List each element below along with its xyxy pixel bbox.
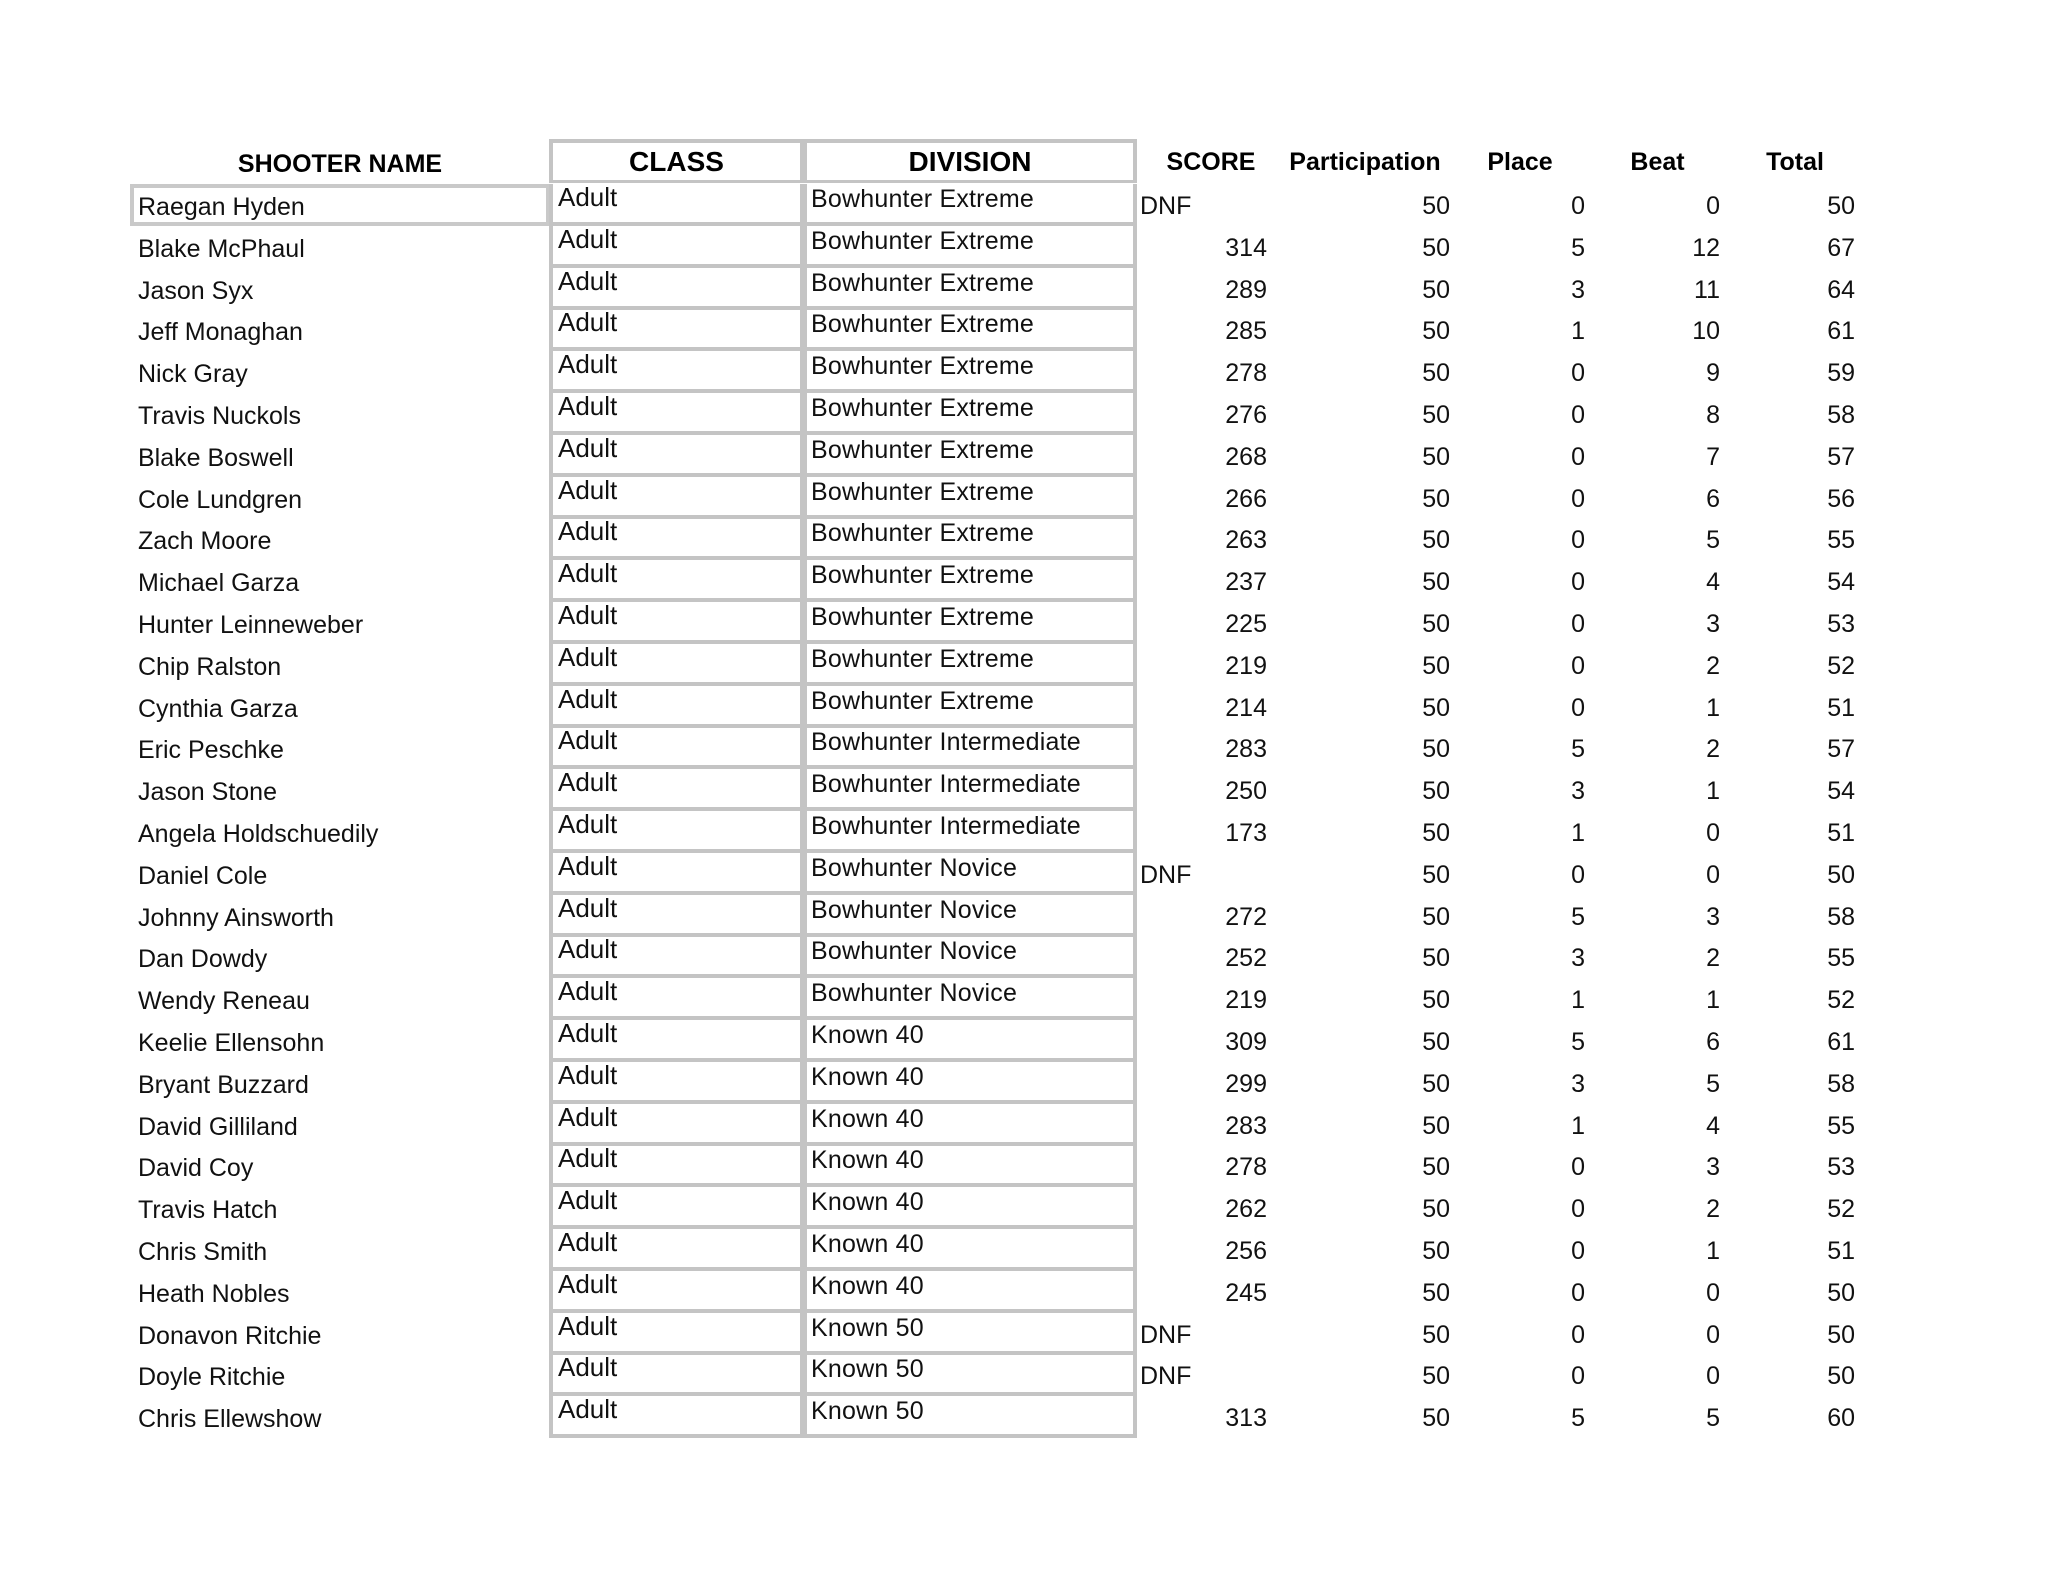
total-cell: 52	[1827, 1195, 1855, 1223]
place-cell: 0	[1571, 401, 1585, 429]
participation-cell: 50	[1422, 1195, 1450, 1223]
place-cell: 0	[1571, 652, 1585, 680]
class-cell: Adult	[549, 477, 804, 519]
total-cell: 51	[1827, 1237, 1855, 1265]
header-division: DIVISION	[803, 139, 1137, 183]
class-cell: Adult	[549, 811, 804, 853]
participation-cell: 50	[1422, 986, 1450, 1014]
class-cell: Adult	[549, 978, 804, 1020]
beat-cell: 9	[1706, 359, 1720, 387]
score-cell: 252	[1225, 944, 1267, 972]
beat-cell: 7	[1706, 443, 1720, 471]
place-cell: 3	[1571, 944, 1585, 972]
table-row	[0, 560, 2048, 602]
division-cell: Bowhunter Novice	[803, 853, 1137, 895]
class-cell: Adult	[549, 393, 804, 435]
place-cell: 0	[1571, 1195, 1585, 1223]
division-cell: Bowhunter Intermediate	[803, 811, 1137, 853]
score-cell: DNF	[1140, 1362, 1192, 1390]
division-cell: Bowhunter Extreme	[803, 268, 1137, 310]
total-cell: 58	[1827, 1070, 1855, 1098]
beat-cell: 2	[1706, 652, 1720, 680]
total-cell: 50	[1827, 192, 1855, 220]
place-cell: 5	[1571, 1028, 1585, 1056]
participation-cell: 50	[1422, 485, 1450, 513]
shooter-name-cell: Jason Stone	[138, 778, 277, 806]
beat-cell: 12	[1692, 234, 1720, 262]
participation-cell: 50	[1422, 1237, 1450, 1265]
table-row	[0, 769, 2048, 811]
class-cell: Adult	[549, 435, 804, 477]
place-cell: 5	[1571, 735, 1585, 763]
beat-cell: 5	[1706, 1404, 1720, 1432]
table-row	[0, 1104, 2048, 1146]
beat-cell: 0	[1706, 861, 1720, 889]
table-row	[0, 351, 2048, 393]
division-cell: Known 40	[803, 1104, 1137, 1146]
score-cell: 262	[1225, 1195, 1267, 1223]
beat-cell: 0	[1706, 192, 1720, 220]
class-cell: Adult	[549, 1062, 804, 1104]
score-cell: 266	[1225, 485, 1267, 513]
division-cell: Bowhunter Extreme	[803, 351, 1137, 393]
place-cell: 0	[1571, 359, 1585, 387]
shooter-name-cell: Michael Garza	[138, 569, 300, 597]
division-cell: Bowhunter Extreme	[803, 560, 1137, 602]
beat-cell: 5	[1706, 526, 1720, 554]
beat-cell: 6	[1706, 1028, 1720, 1056]
beat-cell: 5	[1706, 1070, 1720, 1098]
total-cell: 58	[1827, 903, 1855, 931]
class-cell: Adult	[549, 686, 804, 728]
table-row	[0, 1271, 2048, 1313]
shooter-name-cell: Chip Ralston	[138, 653, 282, 681]
participation-cell: 50	[1422, 735, 1450, 763]
shooter-name-cell: Bryant Buzzard	[138, 1071, 309, 1099]
total-cell: 52	[1827, 652, 1855, 680]
participation-cell: 50	[1422, 1362, 1450, 1390]
class-cell: Adult	[549, 184, 804, 226]
header-score: SCORE	[1166, 147, 1256, 176]
total-cell: 59	[1827, 359, 1855, 387]
table-row	[0, 644, 2048, 686]
participation-cell: 50	[1422, 819, 1450, 847]
shooter-name-cell: Johnny Ainsworth	[138, 904, 334, 932]
place-cell: 0	[1571, 610, 1585, 638]
score-cell: 225	[1225, 610, 1267, 638]
class-cell: Adult	[549, 895, 804, 937]
place-cell: 5	[1571, 1404, 1585, 1432]
total-cell: 50	[1827, 1279, 1855, 1307]
class-cell: Adult	[549, 644, 804, 686]
table-row	[0, 393, 2048, 435]
shooter-name-cell: Dan Dowdy	[138, 945, 268, 973]
table-row	[0, 853, 2048, 895]
division-cell: Known 50	[803, 1396, 1137, 1438]
score-cell: 309	[1225, 1028, 1267, 1056]
score-cell: 283	[1225, 1112, 1267, 1140]
header-class: CLASS	[549, 139, 804, 183]
participation-cell: 50	[1422, 777, 1450, 805]
table-row	[0, 477, 2048, 519]
table-row	[0, 1145, 2048, 1187]
division-cell: Bowhunter Extreme	[803, 602, 1137, 644]
class-cell: Adult	[549, 1145, 804, 1187]
score-cell: 285	[1225, 317, 1267, 345]
table-row	[0, 518, 2048, 560]
place-cell: 0	[1571, 1321, 1585, 1349]
participation-cell: 50	[1422, 694, 1450, 722]
table-row	[0, 602, 2048, 644]
participation-cell: 50	[1422, 276, 1450, 304]
division-cell: Bowhunter Intermediate	[803, 727, 1137, 769]
division-cell: Known 50	[803, 1354, 1137, 1396]
place-cell: 0	[1571, 485, 1585, 513]
participation-cell: 50	[1422, 652, 1450, 680]
place-cell: 1	[1571, 1112, 1585, 1140]
beat-cell: 8	[1706, 401, 1720, 429]
beat-cell: 0	[1706, 1362, 1720, 1390]
shooter-name-cell: Eric Peschke	[138, 736, 284, 764]
header-total: Total	[1766, 147, 1824, 176]
place-cell: 1	[1571, 317, 1585, 345]
total-cell: 52	[1827, 986, 1855, 1014]
division-cell: Known 40	[803, 1187, 1137, 1229]
division-cell: Known 50	[803, 1313, 1137, 1355]
place-cell: 0	[1571, 694, 1585, 722]
total-cell: 61	[1827, 317, 1855, 345]
total-cell: 56	[1827, 485, 1855, 513]
shooter-name-cell: Chris Smith	[138, 1238, 268, 1266]
participation-cell: 50	[1422, 317, 1450, 345]
total-cell: 50	[1827, 861, 1855, 889]
class-cell: Adult	[549, 727, 804, 769]
division-cell: Bowhunter Extreme	[803, 435, 1137, 477]
participation-cell: 50	[1422, 1070, 1450, 1098]
place-cell: 0	[1571, 443, 1585, 471]
class-cell: Adult	[549, 351, 804, 393]
place-cell: 0	[1571, 1153, 1585, 1181]
participation-cell: 50	[1422, 568, 1450, 596]
class-cell: Adult	[549, 853, 804, 895]
beat-cell: 1	[1706, 986, 1720, 1014]
beat-cell: 0	[1706, 1321, 1720, 1349]
table-row	[0, 727, 2048, 769]
beat-cell: 11	[1694, 276, 1720, 304]
participation-cell: 50	[1422, 192, 1450, 220]
place-cell: 0	[1571, 1237, 1585, 1265]
shooter-name-cell: Hunter Leinneweber	[138, 611, 364, 639]
division-cell: Known 40	[803, 1145, 1137, 1187]
division-cell: Known 40	[803, 1062, 1137, 1104]
beat-cell: 6	[1706, 485, 1720, 513]
beat-cell: 2	[1706, 944, 1720, 972]
participation-cell: 50	[1422, 1279, 1450, 1307]
beat-cell: 3	[1706, 903, 1720, 931]
class-cell: Adult	[549, 1187, 804, 1229]
place-cell: 3	[1571, 276, 1585, 304]
class-cell: Adult	[549, 226, 804, 268]
shooter-name-cell: Angela Holdschuedily	[138, 820, 379, 848]
total-cell: 64	[1827, 276, 1855, 304]
shooter-name-cell: Keelie Ellensohn	[138, 1029, 325, 1057]
place-cell: 0	[1571, 568, 1585, 596]
class-cell: Adult	[549, 309, 804, 351]
shooter-name-cell: David Gilliland	[138, 1113, 298, 1141]
beat-cell: 3	[1706, 1153, 1720, 1181]
division-cell: Bowhunter Extreme	[803, 518, 1137, 560]
division-cell: Bowhunter Extreme	[803, 393, 1137, 435]
shooter-name-cell: Daniel Cole	[138, 862, 268, 890]
score-cell: 283	[1225, 735, 1267, 763]
participation-cell: 50	[1422, 610, 1450, 638]
table-row	[0, 811, 2048, 853]
table-row	[0, 268, 2048, 310]
class-cell: Adult	[549, 936, 804, 978]
place-cell: 1	[1571, 819, 1585, 847]
total-cell: 51	[1827, 694, 1855, 722]
total-cell: 53	[1827, 610, 1855, 638]
shooter-name-cell: Nick Gray	[138, 360, 248, 388]
division-cell: Bowhunter Extreme	[803, 686, 1137, 728]
place-cell: 5	[1571, 903, 1585, 931]
shooter-name-cell: Raegan Hyden	[130, 184, 550, 226]
score-cell: 276	[1225, 401, 1267, 429]
table-row	[0, 226, 2048, 268]
division-cell: Bowhunter Novice	[803, 895, 1137, 937]
total-cell: 51	[1827, 819, 1855, 847]
division-cell: Bowhunter Extreme	[803, 644, 1137, 686]
place-cell: 0	[1571, 1362, 1585, 1390]
shooter-name-cell: Blake McPhaul	[138, 235, 305, 263]
table-row	[0, 978, 2048, 1020]
division-cell: Known 40	[803, 1271, 1137, 1313]
beat-cell: 4	[1706, 568, 1720, 596]
participation-cell: 50	[1422, 359, 1450, 387]
place-cell: 1	[1571, 986, 1585, 1014]
table-row	[0, 1062, 2048, 1104]
division-cell: Bowhunter Extreme	[803, 184, 1137, 226]
score-cell: 263	[1225, 526, 1267, 554]
score-cell: 219	[1225, 652, 1267, 680]
total-cell: 54	[1827, 777, 1855, 805]
place-cell: 0	[1571, 192, 1585, 220]
participation-cell: 50	[1422, 401, 1450, 429]
score-cell: 289	[1225, 276, 1267, 304]
participation-cell: 50	[1422, 944, 1450, 972]
total-cell: 61	[1827, 1028, 1855, 1056]
participation-cell: 50	[1422, 1321, 1450, 1349]
class-cell: Adult	[549, 518, 804, 560]
shooter-name-cell: Cynthia Garza	[138, 695, 298, 723]
header-participation: Participation	[1289, 147, 1441, 176]
participation-cell: 50	[1422, 443, 1450, 471]
division-cell: Known 40	[803, 1229, 1137, 1271]
beat-cell: 0	[1706, 1279, 1720, 1307]
division-cell: Bowhunter Novice	[803, 936, 1137, 978]
beat-cell: 3	[1706, 610, 1720, 638]
shooter-name-cell: Jeff Monaghan	[138, 318, 303, 346]
participation-cell: 50	[1422, 1112, 1450, 1140]
score-cell: 219	[1225, 986, 1267, 1014]
total-cell: 55	[1827, 1112, 1855, 1140]
shooter-name-cell: David Coy	[138, 1154, 254, 1182]
score-cell: 278	[1225, 359, 1267, 387]
table-row	[0, 1020, 2048, 1062]
shooter-name-cell: Travis Hatch	[138, 1196, 278, 1224]
participation-cell: 50	[1422, 234, 1450, 262]
participation-cell: 50	[1422, 1404, 1450, 1432]
shooter-name-cell: Blake Boswell	[138, 444, 294, 472]
score-cell: DNF	[1140, 861, 1192, 889]
class-cell: Adult	[549, 560, 804, 602]
score-cell: 245	[1225, 1279, 1267, 1307]
total-cell: 57	[1827, 443, 1855, 471]
table-row	[0, 936, 2048, 978]
total-cell: 50	[1827, 1362, 1855, 1390]
participation-cell: 50	[1422, 861, 1450, 889]
shooter-name-cell: Zach Moore	[138, 527, 272, 555]
class-cell: Adult	[549, 1396, 804, 1438]
beat-cell: 1	[1706, 777, 1720, 805]
beat-cell: 10	[1692, 317, 1720, 345]
division-cell: Bowhunter Novice	[803, 978, 1137, 1020]
header-shooter-name: SHOOTER NAME	[237, 149, 443, 178]
beat-cell: 2	[1706, 1195, 1720, 1223]
beat-cell: 2	[1706, 735, 1720, 763]
class-cell: Adult	[549, 1104, 804, 1146]
total-cell: 50	[1827, 1321, 1855, 1349]
score-cell: DNF	[1140, 192, 1192, 220]
table-row	[0, 1354, 2048, 1396]
division-cell: Bowhunter Intermediate	[803, 769, 1137, 811]
score-cell: 278	[1225, 1153, 1267, 1181]
division-cell: Bowhunter Extreme	[803, 477, 1137, 519]
total-cell: 67	[1827, 234, 1855, 262]
shooter-name-cell: Jason Syx	[138, 277, 254, 305]
table-row	[0, 184, 2048, 226]
class-cell: Adult	[549, 602, 804, 644]
shooter-name-cell: Donavon Ritchie	[138, 1322, 322, 1350]
score-cell: 237	[1225, 568, 1267, 596]
total-cell: 55	[1827, 526, 1855, 554]
place-cell: 5	[1571, 234, 1585, 262]
class-cell: Adult	[549, 1271, 804, 1313]
beat-cell: 4	[1706, 1112, 1720, 1140]
total-cell: 60	[1827, 1404, 1855, 1432]
table-row	[0, 435, 2048, 477]
class-cell: Adult	[549, 1313, 804, 1355]
place-cell: 0	[1571, 526, 1585, 554]
place-cell: 0	[1571, 861, 1585, 889]
table-row	[0, 1229, 2048, 1271]
beat-cell: 0	[1706, 819, 1720, 847]
shooter-name-cell: Wendy Reneau	[138, 987, 310, 1015]
shooter-name-cell: Heath Nobles	[138, 1280, 290, 1308]
score-cell: 268	[1225, 443, 1267, 471]
score-cell: 314	[1225, 234, 1267, 262]
shooter-name-cell: Chris Ellewshow	[138, 1405, 322, 1433]
total-cell: 55	[1827, 944, 1855, 972]
header-beat: Beat	[1630, 147, 1685, 176]
score-cell: DNF	[1140, 1321, 1192, 1349]
shooter-name-cell: Travis Nuckols	[138, 402, 301, 430]
division-cell: Bowhunter Extreme	[803, 309, 1137, 351]
participation-cell: 50	[1422, 1153, 1450, 1181]
class-cell: Adult	[549, 1229, 804, 1271]
shooter-name-cell: Doyle Ritchie	[138, 1363, 286, 1391]
score-cell: 214	[1225, 694, 1267, 722]
participation-cell: 50	[1422, 903, 1450, 931]
table-row	[0, 1187, 2048, 1229]
score-cell: 256	[1225, 1237, 1267, 1265]
class-cell: Adult	[549, 769, 804, 811]
score-cell: 250	[1225, 777, 1267, 805]
division-cell: Bowhunter Extreme	[803, 226, 1137, 268]
total-cell: 53	[1827, 1153, 1855, 1181]
score-cell: 299	[1225, 1070, 1267, 1098]
class-cell: Adult	[549, 1354, 804, 1396]
participation-cell: 50	[1422, 526, 1450, 554]
table-row	[0, 686, 2048, 728]
beat-cell: 1	[1706, 1237, 1720, 1265]
total-cell: 57	[1827, 735, 1855, 763]
header-place: Place	[1487, 147, 1553, 176]
total-cell: 54	[1827, 568, 1855, 596]
score-cell: 173	[1225, 819, 1267, 847]
score-cell: 272	[1225, 903, 1267, 931]
beat-cell: 1	[1706, 694, 1720, 722]
class-cell: Adult	[549, 1020, 804, 1062]
class-cell: Adult	[549, 268, 804, 310]
table-row	[0, 309, 2048, 351]
table-row	[0, 895, 2048, 937]
place-cell: 3	[1571, 1070, 1585, 1098]
table-row	[0, 1313, 2048, 1355]
participation-cell: 50	[1422, 1028, 1450, 1056]
division-cell: Known 40	[803, 1020, 1137, 1062]
score-cell: 313	[1225, 1404, 1267, 1432]
shooter-name-cell: Cole Lundgren	[138, 486, 303, 514]
table-row	[0, 1396, 2048, 1438]
place-cell: 0	[1571, 1279, 1585, 1307]
total-cell: 58	[1827, 401, 1855, 429]
place-cell: 3	[1571, 777, 1585, 805]
